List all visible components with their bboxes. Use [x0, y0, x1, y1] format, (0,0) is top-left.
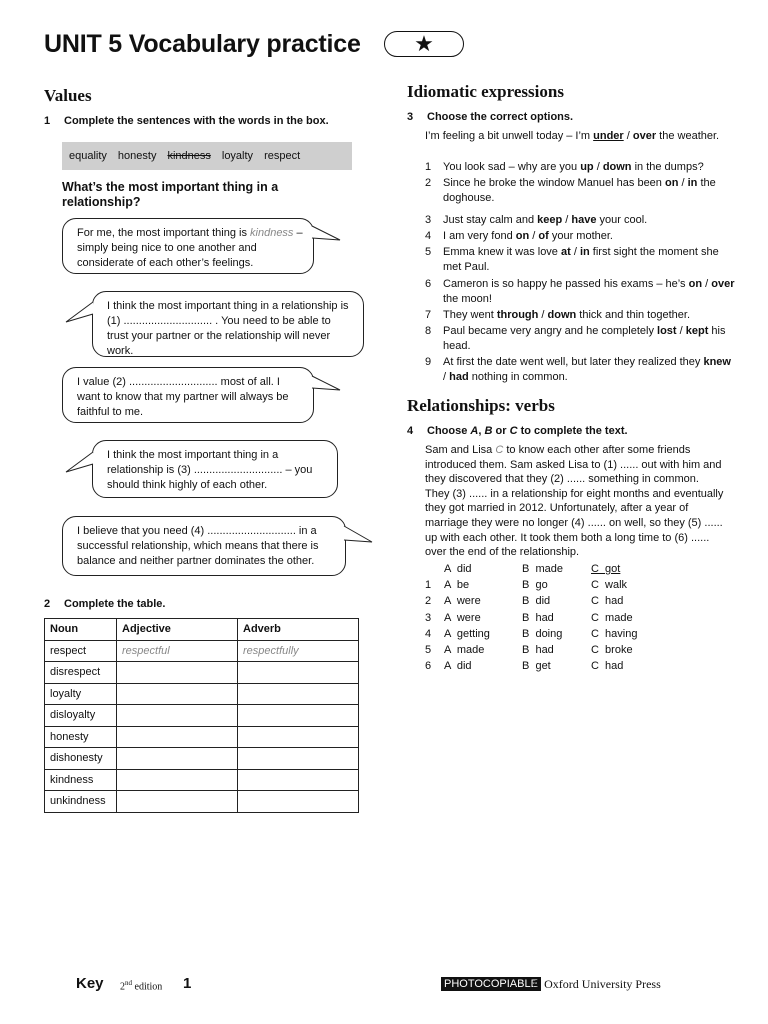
column-header: Adjective — [117, 619, 238, 641]
text-part: to know each other after some friends introduced them. Sam asked Lisa to (1) ...... out with him and they discovered that they (2) ...... something in common. They (3) ...... in a relationship for eight months and eventually they got married in 2012. Unfortunately, after a year of marriage they were no longer (4) ...... on well, so they (5) ...... up with each other. It took them both a long time to (6) ...... over the end of the relationship. — [425, 444, 724, 559]
adjective-cell — [117, 748, 238, 770]
bubble-text: I think the most important thing in a relationship is (3) ............................. – you should think highly of each other. — [107, 449, 313, 491]
item-number: 4 — [425, 627, 432, 640]
table-row — [45, 683, 359, 705]
answer-option: B did — [522, 595, 551, 608]
answer-option: C had — [591, 595, 624, 608]
sentence-part: I’m feeling a bit unwell today – I’m — [425, 130, 594, 142]
star-icon: ★ — [414, 31, 434, 56]
word-box-item: equality — [69, 150, 107, 162]
option-word: on — [688, 278, 703, 290]
sentence-part: in the dumps? — [631, 161, 704, 173]
option-letter: B — [484, 425, 493, 437]
page-title: UNIT 5 Vocabulary practice — [44, 30, 361, 58]
instruction-text: Complete the sentences with the words in the box. — [64, 115, 329, 127]
item-number: 3 — [425, 611, 432, 624]
exercise-3-example — [425, 129, 730, 144]
option-word: over — [632, 130, 657, 142]
item-number: 7 — [425, 309, 432, 321]
sentence-part: / — [593, 161, 603, 173]
speech-bubble-4 — [62, 516, 346, 576]
word-box-item-used: kindness — [167, 150, 211, 162]
noun-cell: disloyalty — [45, 705, 117, 727]
column-header: Adverb — [238, 619, 359, 641]
sentence-part: his head. — [443, 325, 726, 352]
bubble-text: I believe that you need (4) ............................. in a successful relationship, which means that there is balance and neither partner dominates the other. — [77, 525, 319, 567]
sentence-part: the moon! — [443, 293, 492, 305]
list-item — [425, 176, 735, 206]
option-row — [425, 593, 725, 609]
exercise-number: 1 — [44, 115, 51, 127]
adverb-cell — [238, 748, 359, 770]
option-word: up — [580, 161, 594, 173]
item-number: 3 — [425, 214, 432, 226]
speech-bubble-1 — [92, 291, 364, 357]
noun-cell: kindness — [45, 769, 117, 791]
sentence-part: / — [676, 325, 686, 337]
option-word: on — [664, 177, 679, 189]
option-word: in — [687, 177, 698, 189]
exercise-number: 4 — [407, 425, 414, 437]
noun-cell: honesty — [45, 726, 117, 748]
sentence-part: They went — [443, 309, 497, 321]
word-box-item: honesty — [117, 150, 157, 162]
sentence-part: the doghouse. — [443, 177, 716, 204]
item-number: 2 — [425, 177, 432, 189]
answer-option: B made — [522, 563, 563, 575]
word-box-item: loyalty — [221, 150, 254, 162]
sentence-part: Just stay calm and — [443, 214, 538, 226]
answer-option: A made — [444, 644, 485, 656]
speech-bubble-2 — [62, 367, 314, 423]
footer-key: Key — [76, 975, 104, 992]
bubble-tail — [64, 450, 94, 476]
sentence-part: first sight the moment she met Paul. — [443, 246, 719, 273]
star-level-badge — [384, 31, 464, 57]
option-row — [425, 642, 725, 658]
adjective-cell — [117, 769, 238, 791]
sentence-part: to complete the text. — [517, 425, 628, 437]
adverb-cell — [238, 769, 359, 791]
footer-edition — [120, 979, 162, 992]
option-word: kept — [685, 325, 709, 337]
table-row — [45, 640, 359, 662]
option-word: keep — [537, 214, 563, 226]
sentence-part: / — [538, 309, 548, 321]
bubble-text: For me, the most important thing is — [77, 227, 247, 239]
sentence-part: or — [492, 425, 510, 437]
item-number: 5 — [425, 246, 432, 258]
adjective-cell — [117, 705, 238, 727]
answer-option: A were — [444, 595, 481, 608]
example-answer: C — [495, 444, 504, 456]
adverb-cell — [238, 791, 359, 813]
exercise-2-instruction — [44, 598, 165, 610]
answer-option: C made — [591, 611, 633, 624]
item-number: 6 — [425, 660, 432, 673]
noun-cell: respect — [45, 640, 117, 662]
publisher-credit: © Oxford University Press — [532, 977, 661, 991]
example-answer: kindness — [250, 227, 294, 239]
option-row — [425, 658, 725, 674]
table-row — [45, 769, 359, 791]
sentence-part: / — [443, 371, 450, 383]
option-word: through — [496, 309, 539, 321]
answer-option: B doing — [522, 627, 563, 640]
sentence-part: Choose — [427, 425, 471, 437]
photocopiable-badge: PHOTOCOPIABLE — [441, 977, 541, 991]
table-row — [45, 748, 359, 770]
item-number: 4 — [425, 230, 432, 242]
sentence-part: I am very fond — [443, 230, 516, 242]
exercise-4-text — [425, 443, 725, 560]
list-item — [425, 160, 735, 175]
bubble-tail — [344, 524, 376, 548]
example-adjective-cell: respectful — [117, 640, 238, 662]
sentence-part: your mother. — [548, 230, 613, 242]
sentence-part: / — [529, 230, 539, 242]
sentence-part: / — [562, 214, 572, 226]
item-number: 8 — [425, 325, 432, 337]
option-row — [425, 577, 725, 593]
exercise-1-instruction — [44, 115, 329, 127]
adverb-cell — [238, 683, 359, 705]
exercise-3-instruction — [407, 111, 573, 123]
table-row — [45, 705, 359, 727]
instruction-text: Choose the correct options. — [427, 111, 574, 123]
bubble-tail — [64, 300, 94, 326]
table-row — [45, 662, 359, 684]
answer-option: C had — [591, 660, 624, 673]
sentence-part: / — [570, 246, 580, 258]
bubble-text: – simply being nice to one another and considerate of each other’s feelings. — [77, 227, 303, 269]
page-number: 1 — [183, 975, 192, 992]
answer-option: B had — [522, 611, 554, 624]
item-number: 2 — [425, 595, 432, 608]
item-number: 6 — [425, 278, 432, 290]
answer-option: B go — [522, 579, 548, 592]
item-number: 1 — [425, 579, 432, 592]
answer-option: A were — [444, 611, 481, 624]
instruction-text — [427, 425, 628, 437]
option-row — [425, 561, 725, 577]
example-adverb-cell: respectfully — [238, 640, 359, 662]
item-number: 9 — [425, 356, 432, 368]
option-letter: C — [509, 425, 518, 437]
noun-cell: disrespect — [45, 662, 117, 684]
option-word: at — [560, 246, 571, 258]
option-word: on — [515, 230, 530, 242]
list-item — [425, 213, 735, 228]
answer-option: C walk — [591, 579, 628, 592]
sentence-part: Emma knew it was love — [443, 246, 561, 258]
correct-option: C got — [591, 563, 621, 575]
option-word: lost — [657, 325, 677, 337]
table-row — [45, 726, 359, 748]
word-box-item: respect — [264, 150, 301, 162]
adverb-cell — [238, 662, 359, 684]
speech-bubble-3 — [92, 440, 338, 498]
sentence-part: Cameron is so happy he passed his exams – he’s — [443, 278, 689, 290]
edition-word: edition — [132, 981, 163, 993]
adjective-cell — [117, 683, 238, 705]
list-item — [425, 355, 735, 385]
discussion-question: What’s the most important thing in a relationship? — [62, 180, 279, 209]
option-letter: A — [470, 425, 479, 437]
answer-option: B get — [522, 660, 551, 673]
list-item — [425, 229, 735, 244]
speech-bubble-example — [62, 218, 314, 274]
noun-cell: unkindness — [45, 791, 117, 813]
answer-option: C broke — [591, 644, 633, 656]
correct-option: under — [593, 130, 624, 142]
option-word: had — [449, 371, 469, 383]
sentence-part: / — [678, 177, 688, 189]
text-part: Sam and Lisa — [425, 444, 496, 456]
sentence-part: / — [623, 130, 633, 142]
sentence-part: At first the date went well, but later they realized they — [443, 356, 704, 368]
sentence-part: , — [478, 425, 485, 437]
option-word: down — [602, 161, 632, 173]
table-header-row — [45, 619, 359, 641]
option-row — [425, 610, 725, 626]
exercise-number: 3 — [407, 111, 414, 123]
section-title-relationships: Relationships: verbs — [407, 396, 555, 415]
column-header: Noun — [45, 619, 117, 641]
noun-cell: dishonesty — [45, 748, 117, 770]
answer-option: A did — [444, 563, 472, 575]
adjective-cell — [117, 726, 238, 748]
option-word: down — [547, 309, 577, 321]
option-row — [425, 626, 725, 642]
bubble-text: I value (2) ............................. most of all. I want to know that my partner will always be faithful to me. — [77, 376, 289, 418]
list-item — [425, 245, 735, 275]
answer-option: B had — [522, 644, 554, 656]
adjective-cell — [117, 662, 238, 684]
sentence-part: the weather. — [656, 130, 720, 142]
exercise-4-instruction — [407, 425, 628, 437]
adverb-cell — [238, 726, 359, 748]
bubble-tail — [312, 224, 344, 244]
list-item — [425, 277, 735, 307]
option-word: in — [579, 246, 590, 258]
item-number: 1 — [425, 161, 432, 173]
sentence-part: nothing in common. — [468, 371, 568, 383]
bubble-tail — [312, 374, 344, 396]
word-forms-table — [44, 618, 359, 813]
list-item — [425, 308, 735, 323]
answer-option: A did — [444, 660, 472, 673]
answer-option: A be — [444, 579, 470, 592]
sentence-part: / — [702, 278, 712, 290]
section-title-values: Values — [44, 86, 92, 105]
sentence-part: You look sad – why are you — [443, 161, 581, 173]
edition-suffix: nd — [125, 979, 132, 987]
option-word: of — [538, 230, 549, 242]
sentence-part: Paul became very angry and he completely — [443, 325, 658, 337]
option-word: knew — [703, 356, 731, 368]
answer-option: A getting — [444, 627, 490, 640]
word-box — [62, 142, 352, 170]
instruction-text: Complete the table. — [64, 598, 166, 610]
item-number: 5 — [425, 644, 432, 656]
exercise-number: 2 — [44, 598, 51, 610]
noun-cell: loyalty — [45, 683, 117, 705]
section-title-idiomatic: Idiomatic expressions — [407, 82, 564, 101]
answer-option: C having — [591, 627, 638, 640]
adjective-cell — [117, 791, 238, 813]
bubble-text: I think the most important thing in a relationship is (1) ............................. . You need to be able to trust your partner or the relationship will never work. — [107, 300, 349, 357]
option-word: have — [571, 214, 597, 226]
list-item — [425, 324, 735, 354]
option-word: over — [711, 278, 735, 290]
table-row — [45, 791, 359, 813]
sentence-part: your cool. — [596, 214, 648, 226]
edition-number: 2 — [120, 981, 125, 993]
adverb-cell — [238, 705, 359, 727]
sentence-part: Since he broke the window Manuel has been — [443, 177, 665, 189]
sentence-part: thick and thin together. — [576, 309, 690, 321]
